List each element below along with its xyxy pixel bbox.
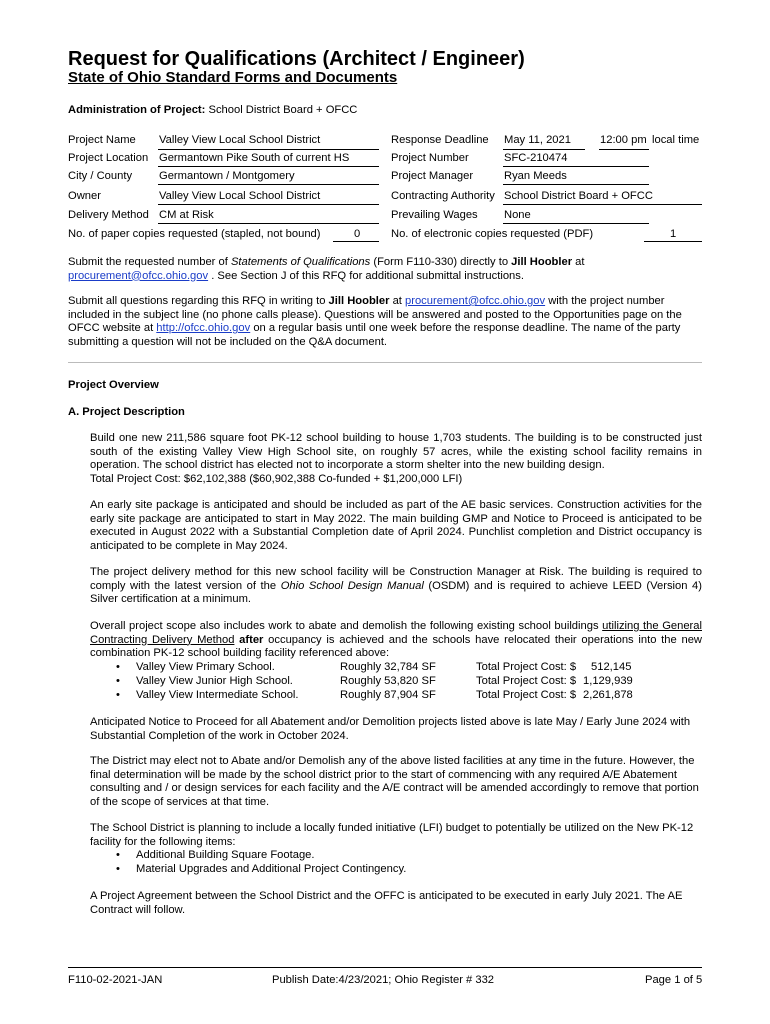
building-cost-label: Total Project Cost: $ — [476, 689, 577, 701]
list-item: • — [116, 689, 120, 701]
text-run: after — [234, 633, 264, 646]
project-number-value: SFC-210474 — [504, 152, 568, 164]
field-underline — [503, 166, 649, 167]
list-item: • — [116, 675, 120, 687]
prevailing-wages-label: Prevailing Wages — [391, 209, 478, 221]
text-run: included in the subject line (no phone calls please). Questions will be answered and posted to the Opportunities page on the — [68, 308, 682, 321]
text-run: OFCC website at — [68, 322, 157, 335]
field-underline — [333, 241, 379, 242]
scope-paragraph — [90, 620, 702, 661]
contact-name: Jill Hoobler — [511, 256, 573, 268]
subsection-heading: A. Project Description — [68, 406, 185, 418]
text-run: on a regular basis until one week before the response deadline. The name of the party — [250, 322, 681, 335]
field-underline — [158, 166, 379, 167]
procurement-email-link[interactable]: procurement@ofcc.ohio.gov — [68, 269, 209, 282]
administration-line — [68, 104, 357, 116]
text-run: Anticipated Notice to Proceed for all Abatement and/or Demolition projects listed above is late May / Early June 2024 with Substantial Completion of the work in October 2024. — [90, 716, 691, 742]
contracting-authority-value: School District Board + OFCC — [504, 190, 653, 202]
text-run: utilizing the General Contracting Delivery Method — [90, 620, 702, 646]
building-sf: Roughly 87,904 SF — [340, 689, 436, 701]
field-underline — [158, 149, 379, 150]
early-site-paragraph — [90, 499, 702, 553]
text-run: The project delivery method for this new school facility will be Construction Manager at Risk. The building is required to comply with the latest version of the — [90, 566, 702, 592]
project-location-value: Germantown Pike South of current HS — [159, 152, 350, 164]
lfi-paragraph — [90, 822, 702, 849]
paper-copies-label: No. of paper copies requested (stapled, not bound) — [68, 228, 321, 240]
field-underline — [158, 204, 379, 205]
description-paragraph — [90, 432, 702, 486]
project-number-label: Project Number — [391, 152, 469, 164]
text-run: The District may elect not to Abate and/or Demolish any of the above listed facilities at any time in the future. However, the final determination will be made by the school district prior to the start of commencing with any required A/E Abatement consulting and / or design services for each facility and the A/E contract will be amended accordingly to remove that portion of the scope of services at that time. — [90, 755, 699, 808]
building-sf: Roughly 53,820 SF — [340, 675, 436, 687]
form-number: F110-02-2021-JAN — [68, 974, 163, 986]
project-name-label: Project Name — [68, 134, 136, 146]
contracting-authority-label: Contracting Authority — [391, 190, 495, 202]
delivery-method-label: Delivery Method — [68, 209, 149, 221]
administration-label: Administration of Project: — [68, 104, 206, 116]
list-item: • — [116, 863, 120, 875]
field-underline — [503, 204, 702, 205]
text-run: A Project Agreement between the School District and the OFFC is anticipated to be executed in early July 2021. The AE Contract will follow. — [90, 890, 683, 916]
building-name: Valley View Intermediate School. — [136, 689, 299, 701]
lfi-item: Additional Building Square Footage. — [136, 849, 315, 861]
building-cost: 1,129,939 — [583, 675, 633, 687]
owner-label: Owner — [68, 190, 101, 202]
building-sf: Roughly 32,784 SF — [340, 661, 436, 673]
field-underline — [503, 223, 649, 224]
delivery-method-paragraph — [90, 566, 702, 607]
building-cost-label: Total Project Cost: $ — [476, 675, 577, 687]
city-county-label: City / County — [68, 170, 133, 182]
building-name: Valley View Junior High School. — [136, 675, 293, 687]
list-item: • — [116, 661, 120, 673]
footer-divider — [68, 967, 702, 968]
page-subtitle: State of Ohio Standard Forms and Documents — [68, 69, 398, 86]
text-run: . See Section J of this RFQ for additional submittal instructions. — [208, 269, 524, 282]
text-run: Ohio School Design Manual — [280, 579, 424, 592]
section-heading: Project Overview — [68, 379, 159, 391]
text-run: at — [389, 295, 406, 307]
project-manager-value: Ryan Meeds — [504, 170, 567, 182]
project-location-label: Project Location — [68, 152, 149, 164]
section-divider — [68, 362, 702, 363]
prevailing-wages-value: None — [504, 209, 531, 221]
owner-value: Valley View Local School District — [159, 190, 321, 202]
text-run: with the project number — [545, 295, 665, 307]
building-cost: 512,145 — [591, 661, 632, 673]
text-run: An early site package is anticipated and should be included as part of the AE basic services. Construction activities for the early site package are anticipated to start in May 2022. The main building GMP and Notice to Proceed is anticipated to be executed in August 2022 with a Substantial Completion date of April 2024. Punchlist completion and District occupancy is anticipated to be complete in May 2024. — [90, 499, 702, 552]
text-run: (OSDM) and is required to achieve LEED (Version 4) Silver certification at a minimum. — [90, 579, 703, 606]
city-county-value: Germantown / Montgomery — [159, 170, 295, 182]
abatement-schedule-paragraph — [90, 716, 708, 743]
page-number: Page 1 of 5 — [645, 974, 703, 986]
text-run: at — [572, 256, 585, 268]
text-run: Overall project scope also includes work to abate and demolish the following existing school buildings — [90, 620, 603, 632]
electronic-copies-value: 1 — [670, 228, 677, 240]
ofcc-website-link[interactable]: http://ofcc.ohio.gov — [156, 322, 251, 335]
contact-name: Jill Hoobler — [328, 295, 390, 307]
text-run: Statements of Qualifications — [230, 256, 371, 268]
text-run: (Form F110-330) directly to — [370, 256, 512, 268]
field-underline — [158, 223, 379, 224]
lfi-item: Material Upgrades and Additional Project Contingency. — [136, 863, 407, 875]
response-deadline-label: Response Deadline — [391, 134, 489, 146]
publish-date: Publish Date:4/23/2021; Ohio Register # 332 — [272, 974, 495, 986]
submit-instructions-paragraph — [68, 256, 708, 283]
response-deadline-time: 12:00 pm — [600, 134, 647, 146]
text-run: Submit all questions regarding this RFQ in writing to — [68, 295, 329, 307]
text-run: occupancy is achieved and the schools have relocated their operations into the new combination PK-12 school building facility referenced above: — [90, 633, 702, 660]
electronic-copies-label: No. of electronic copies requested (PDF) — [391, 228, 594, 240]
total-project-cost: Total Project Cost: $62,102,388 ($60,902,388 Co-funded + $1,200,000 LFI) — [90, 472, 463, 485]
building-cost-label: Total Project Cost: $ — [476, 661, 577, 673]
text-run: Build one new 211,586 square foot PK-12 school building to house 1,703 students. The building is to be constructed just south of the existing Valley View High School site, on roughly 57 acres, while the existing school facility remains in operation. The school district has elected not to incorporate a storm shelter into the new building design. — [90, 432, 702, 472]
field-underline — [503, 149, 585, 150]
list-item: • — [116, 849, 120, 861]
questions-paragraph — [68, 295, 718, 349]
field-underline — [599, 149, 649, 150]
project-name-value: Valley View Local School District — [159, 134, 321, 146]
field-underline — [644, 241, 702, 242]
text-run: submitting a question will not be included on the Q&A document. — [68, 335, 388, 348]
delivery-method-value: CM at Risk — [159, 209, 214, 221]
response-deadline-suffix: local time — [652, 134, 700, 146]
page-title: Request for Qualifications (Architect / Engineer) — [68, 48, 525, 70]
paper-copies-value: 0 — [354, 228, 361, 240]
text-run: The School District is planning to include a locally funded initiative (LFI) budget to potentially be utilized on the New PK-12 facility for the following items: — [90, 822, 694, 848]
response-deadline-date: May 11, 2021 — [504, 134, 571, 146]
procurement-email-link[interactable]: procurement@ofcc.ohio.gov — [405, 295, 546, 307]
field-underline — [503, 184, 649, 185]
project-manager-label: Project Manager — [391, 170, 474, 182]
building-name: Valley View Primary School. — [136, 661, 275, 673]
text-run: Submit the requested number of — [68, 256, 231, 268]
project-agreement-paragraph — [90, 890, 702, 917]
district-election-paragraph — [90, 755, 702, 809]
administration-value: School District Board + OFCC — [208, 104, 358, 116]
building-cost: 2,261,878 — [583, 689, 633, 701]
field-underline — [158, 184, 379, 185]
